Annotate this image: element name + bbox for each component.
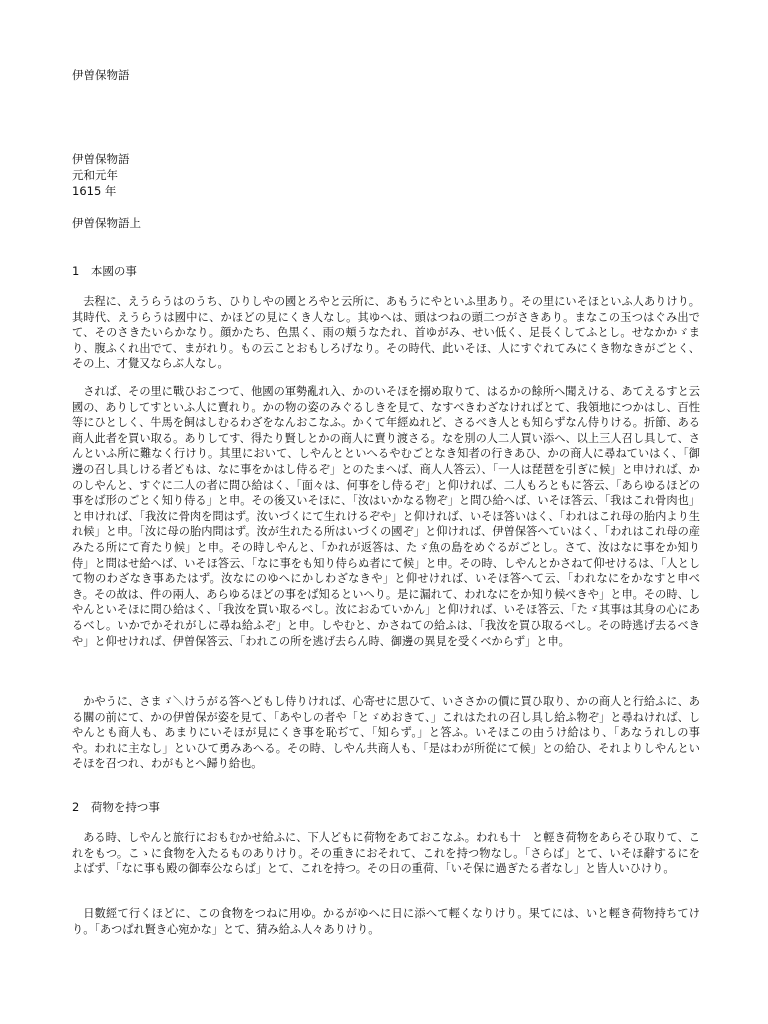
section-heading: 2 荷物を持つ事 bbox=[72, 800, 160, 814]
volume-title: 伊曽保物語上 bbox=[72, 216, 141, 230]
paragraph: かやうに、さまゞ＼けうがる答へどもし侍りければ、心寄せに思ひて、いささかの價に買ひ取り、かの商人と行給ふに、ある關の前にて、かの伊曽保が姿を見て、「あやしの者や「とゞめおきて、」これはたれの召し具し給ふ物ぞ」と尋ねければ、しやんとも商人も、あまりにいそほが見にくき事を恥ぢて、「知らず。」と答ふ。いそほこの由うけ給はり、「あなうれしの事や。われに主なし」といひて勇みあへる。その時、しやん共商人も、「是はわが所從にて候」との給ひ、それよりしやんといそほを召つれ、わがもとへ歸り給也。 bbox=[72, 695, 700, 771]
year: 1615 年 bbox=[72, 184, 117, 198]
section-heading: 1 本國の事 bbox=[72, 264, 137, 278]
work-title: 伊曽保物語 bbox=[72, 152, 130, 166]
document-header-title: 伊曽保物語 bbox=[72, 68, 130, 82]
paragraph: ある時、しやんと旅行におもむかせ給ふに、下人どもに荷物をあておこなふ。われも十 と輕き荷物をあらそひ取りて、これをもつ。こゝに食物を入たるものありけり。その重きにおそれて、これを持つ物なし。「さらば」とて、いそほ辭するにをよばず、「なに事も殿の御奉公ならば」とて、これを持つ。その日の重荷、「いそ保に過ぎたる者なし」と皆人いひけり。 bbox=[72, 831, 700, 876]
paragraph: 日數經て行くほどに、この食物をつねに用ゆ。かるがゆへに日に添へて輕くなりけり。果てには、いと輕き荷物持ちてけり。「あつぱれ賢き心宛かな」とて、猜み給ふ人々ありけり。 bbox=[72, 907, 700, 936]
era-name: 元和元年 bbox=[72, 168, 118, 182]
paragraph: 去程に、えうらうはのうち、ひりしやの國とろやと云所に、あもうにやといふ里あり。その里にいそほといふ人ありけり。其時代、えうらうは國中に、かほどの見にくき人なし。其ゆへは、頭はつねの頭二つがさきあり。まなこの玉つはぐみ出でて、そのさきたいらかなり。顔かたち、色黒く、雨の頬うなたれ、首ゆがみ、せい低く、足長くしてふとし。せなかかゞまり、腹ふくれ出でて、まがれり。もの云ことおもしろげなり。その時代、此いそほ、人にすぐれてみにくき物なきがごとく、その上、才覺又ならぶ人なし。 bbox=[72, 295, 700, 371]
paragraph: されば、その里に戰ひおこつて、他國の軍勢亂れ入、かのいそほを搦め取りて、はるかの餘所へ聞えける、あてえるすと云國の、ありしてすといふ人に賣れり。かの物の姿のみぐるしきを見て、なすべきわざなければとて、我領地につかはし、百性等にひとしく、牛馬を飼はしむるわざをなんおこなふ。かくて年經ぬれど、さるべき人とも知らずなん侍りける。折節、ある商人此者を買い取る。ありしてす、得たり賢しとかの商人に賣り渡さる。なを別の人二人買い添へ、以上三人召し具して、さんといふ所に難なく行けり。其里において、しやんとといへるやむごとなき知者の行きあひ、かの商人に尋ねていはく、「御邊の召し具しける者どもは、なに事をかはし侍るぞ」とのたまへば、商人人答云）、「一人は琵琶を引ぎに候」と申ければ、かのしやんと、すぐに二人の者に問ひ給はく、「面々は、何事をし侍るぞ」と仰ければ、二人もろともに答云、「あらゆるほどの事をば形のごとく知り侍る」と申。その後又いそほに、「汝はいかなる物ぞ」と問ひ給へば、いそほ答云、「我はこれ骨肉也」と申ければ、「我汝に骨肉を問はず。汝いづくにて生れけるぞや」と仰ければ、いそほ答いはく、「われはこれ母の胎内より生れ候」と申。「汝に母の胎内問はず。汝が生れたる所はいづくの國ぞ」と仰ければ、伊曽保答へていはく、「われはこれ母の産みたる所にて育たり候」と申。その時しやんと、「かれが返答は、たゞ魚の島をめぐるがごとし。さて、汝はなに事をか知り侍」と問はせ給へば、いそほ答云、「なに事をも知り侍らぬ者にて候」と申。その時、しやんとかさねて仰せけるは、「人として物のわざなき事あたはず。汝なにのゆへにかしわざなきや」と仰せければ、いそほ答へて云、「われなにをかなすと申べき。その故は、件の兩人、あらゆるほどの事をば知るといへり。是に漏れて、われなにをか知り候べきや」と申。その時、しやんといそほに問ひ給はく、「我汝を買い取るべし。汝におゐていかん」と仰ければ、いそほ答云、「たゞ其事は其身の心にあるべし。いかでかそれがしに尋ね給ふぞ」と申。しやむと、かさねての給ふは、「我汝を買ひ取るべし。その時逃げ去るべきや」と仰せければ、伊曽保答云、「われこの所を逃げ去らん時、御邊の異見を受くべからず」と申。 bbox=[72, 385, 700, 648]
